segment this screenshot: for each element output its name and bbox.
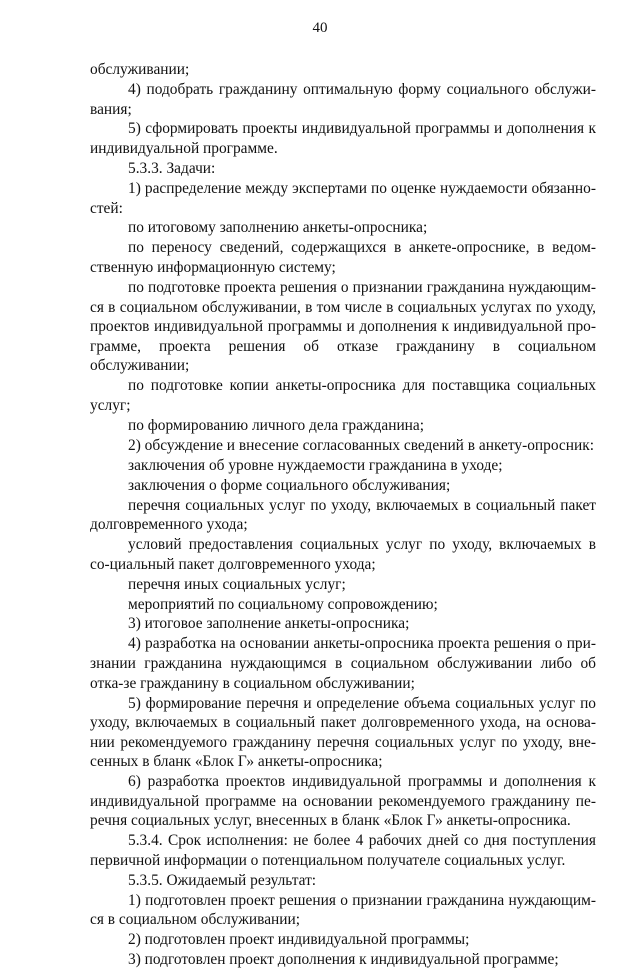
paragraph: по подготовке копии анкеты-опросника для поставщика социальных услуг;	[90, 377, 596, 414]
paragraph: по итоговому заполнению анкеты-опросника;	[128, 219, 428, 237]
paragraph: 3) подготовлен проект дополнения к индивидуальной программе;	[128, 951, 559, 969]
paragraph: заключения о форме социального обслуживания;	[128, 476, 451, 494]
section-heading: 5.3.4. Срок исполнения: не более 4 рабочих дней со дня поступления первичной информации о потенциальном получателе социальных услуг.	[90, 832, 596, 869]
paragraph: по формированию личного дела гражданина;	[128, 416, 425, 434]
paragraph: обслуживании;	[90, 61, 190, 78]
paragraph: 4) подобрать гражданину оптимальную форму социального обслужи-вания;	[90, 80, 596, 118]
paragraph: 1) распределение между экспертами по оценке нуждаемости обязанно-стей:	[90, 179, 596, 217]
paragraph: перечня социальных услуг по уходу, включаемых в социальный пакет долговременного ухода;	[90, 496, 596, 534]
paragraph: по переносу сведений, содержащихся в анкете-опроснике, в ведом-ственную информационную систему;	[90, 239, 596, 276]
paragraph: 6) разработка проектов индивидуальной программы и дополнения к индивидуальной программе на основании рекомендуемого гражданину пе-речня социальных услуг, внесенных в бланк «Блок Г» анкеты-опросника.	[90, 773, 596, 830]
paragraph: мероприятий по социальному сопровождению;	[128, 595, 438, 613]
paragraph: по подготовке проекта решения о признании гражданина нуждающим-ся в социальном обслуживании, в том числе в социальных услугах по уходу, проектов индивидуальной программы и дополнения к индивидуальной про-грамме, проекта решения об отказе гражданину в социальном обслуживании;	[90, 278, 596, 375]
paragraph: перечня иных социальных услуг;	[128, 575, 346, 593]
page-number: 40	[312, 20, 328, 36]
paragraph: 2) подготовлен проект индивидуальной программы;	[128, 931, 470, 949]
section-heading: 5.3.3. Задачи:	[128, 160, 216, 177]
document-body	[90, 60, 596, 970]
paragraph: 4) разработка на основании анкеты-опросника проекта решения о при-знании гражданина нуждающимся в социальном обслуживании либо об отка-зе гражданину в социальном обслуживании;	[90, 635, 596, 692]
paragraph: 1) подготовлен проект решения о признании гражданина нуждающим-ся в социальном обслуживании;	[90, 891, 596, 929]
paragraph: заключения об уровне нуждаемости гражданина в уходе;	[128, 456, 503, 474]
paragraph: условий предоставления социальных услуг по уходу, включаемых в со-циальный пакет долговременного ухода;	[90, 536, 596, 573]
paragraph: 5) формирование перечня и определение объема социальных услуг по уходу, включаемых в социальный пакет долговременного ухода, на основа-нии рекомендуемого гражданину перечня социальных услуг по уходу, вне-сенных в бланк «Блок Г» анкеты-опросника;	[90, 694, 596, 771]
paragraph: 3) итоговое заполнение анкеты-опросника;	[128, 615, 410, 633]
paragraph: 5) сформировать проекты индивидуальной программы и дополнения к индивидуальной программе.	[90, 120, 596, 158]
section-heading: 5.3.5. Ожидаемый результат:	[128, 871, 317, 889]
paragraph: 2) обсуждение и внесение согласованных сведений в анкету-опросник:	[128, 436, 594, 454]
